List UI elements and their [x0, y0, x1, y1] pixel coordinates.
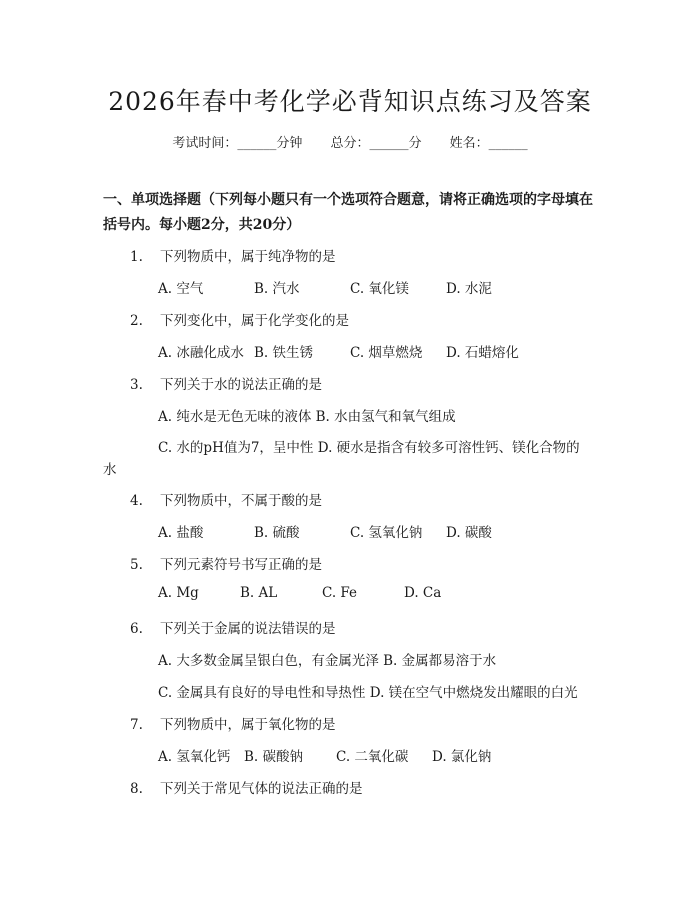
question-stem: 下列元素符号书写正确的是: [160, 557, 322, 573]
question-4-option-c: C. 氢氧化钠: [350, 525, 423, 541]
question-7-option-a: A. 氢氧化钙: [158, 749, 231, 765]
question-5-option-c: C. Fe: [322, 585, 358, 601]
question-7-option-b: B. 碳酸钠: [244, 749, 304, 765]
question-3-options-line-1: A. 纯水是无色无味的液体 B. 水由氢气和氧气组成: [158, 409, 456, 425]
question-number: 7.: [130, 717, 143, 733]
question-number: 2.: [130, 313, 143, 329]
question-6: [130, 617, 336, 637]
question-stem: 下列关于水的说法正确的是: [160, 377, 322, 393]
question-8: [130, 777, 363, 797]
question-7-option-d: D. 氯化钠: [432, 749, 492, 765]
question-stem: 下列关于常见气体的说法正确的是: [160, 781, 363, 797]
question-1-option-c: C. 氧化镁: [350, 281, 409, 297]
question-5: [130, 553, 322, 573]
question-2-option-a: A. 冰融化成水: [158, 345, 244, 361]
question-4: [130, 489, 322, 509]
question-3-options-line-3: 水: [103, 462, 117, 478]
question-2: [130, 309, 349, 329]
question-6-options-line-1: A. 大多数金属呈银白色，有金属光泽 B. 金属都易溶于水: [158, 653, 497, 669]
question-5-option-b: B. AL: [240, 585, 278, 601]
question-number: 1.: [130, 249, 143, 265]
question-1-option-d: D. 水泥: [446, 281, 492, 297]
total-score: 总分：______分: [330, 136, 422, 151]
question-4-option-a: A. 盐酸: [158, 525, 204, 541]
question-3-options-line-2: C. 水的pH值为7，呈中性 D. 硬水是指含有较多可溶性钙、镁化合物的: [158, 440, 580, 456]
question-stem: 下列物质中，不属于酸的是: [160, 493, 322, 509]
question-number: 8.: [130, 781, 143, 797]
question-4-option-b: B. 硫酸: [254, 525, 300, 541]
question-2-option-c: C. 烟草燃烧: [350, 345, 423, 361]
question-5-option-a: A. Mg: [158, 585, 199, 601]
question-6-options-line-2: C. 金属具有良好的导电性和导热性 D. 镁在空气中燃烧发出耀眼的白光: [158, 685, 578, 701]
question-number: 4.: [130, 493, 143, 509]
question-number: 3.: [130, 377, 143, 393]
question-1-option-b: B. 汽水: [254, 281, 300, 297]
exam-time: 考试时间：______分钟: [172, 136, 303, 151]
question-2-option-b: B. 铁生锈: [254, 345, 314, 361]
question-5-option-d: D. Ca: [404, 585, 442, 601]
question-stem: 下列物质中，属于纯净物的是: [160, 249, 336, 265]
question-1-option-a: A. 空气: [158, 281, 204, 297]
student-name: 姓名：______: [449, 136, 528, 151]
question-3: [130, 373, 322, 393]
question-number: 5.: [130, 557, 143, 573]
exam-meta: [0, 132, 700, 151]
question-1: [130, 245, 336, 265]
question-7: [130, 713, 336, 733]
question-4-option-d: D. 碳酸: [446, 525, 492, 541]
page-title: 2026年春中考化学必背知识点练习及答案: [108, 87, 592, 116]
question-stem: 下列关于金属的说法错误的是: [160, 621, 336, 637]
question-stem: 下列物质中，属于氧化物的是: [160, 717, 336, 733]
question-stem: 下列变化中，属于化学变化的是: [160, 313, 349, 329]
section-heading: 一、单项选择题（下列每小题只有一个选项符合题意，请将正确选项的字母填在括号内。每小题2分，共20分）: [103, 192, 593, 233]
question-7-option-c: C. 二氧化碳: [336, 749, 409, 765]
question-number: 6.: [130, 621, 143, 637]
question-2-option-d: D. 石蜡熔化: [446, 345, 519, 361]
